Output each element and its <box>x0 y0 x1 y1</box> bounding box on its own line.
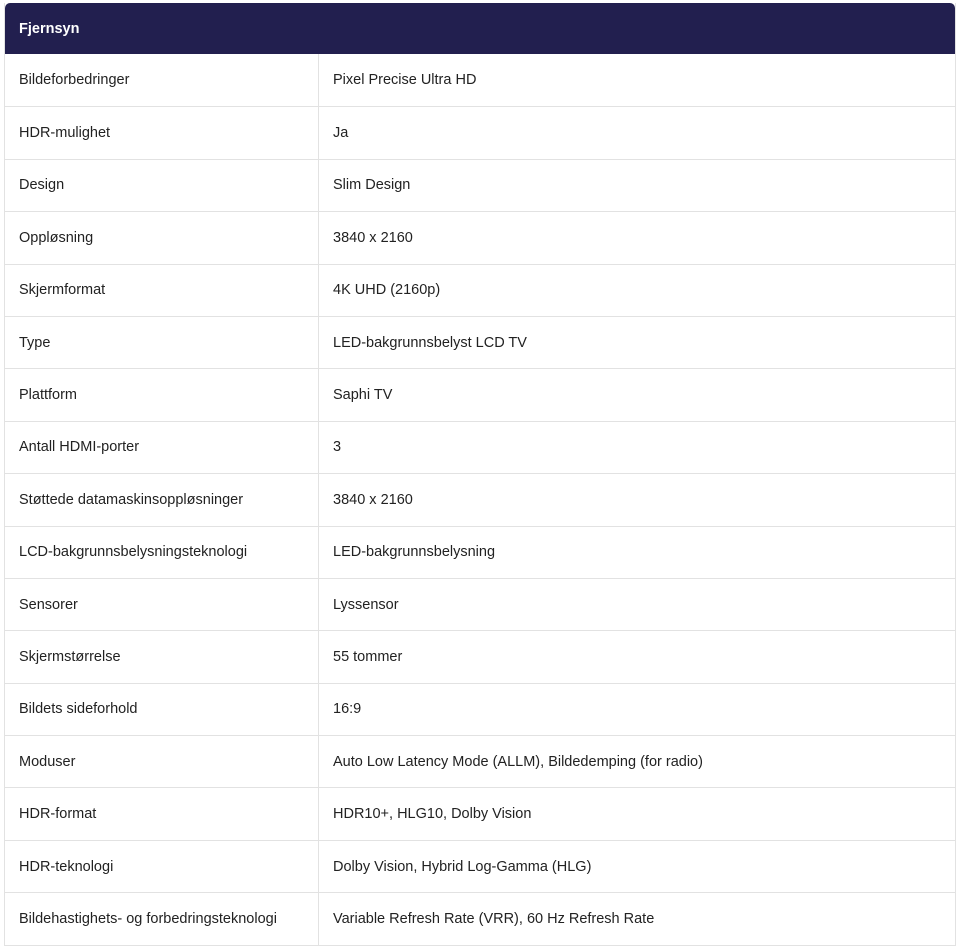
spec-label: HDR-format <box>5 788 319 839</box>
spec-value: 3 <box>333 439 342 456</box>
table-row <box>5 368 955 420</box>
spec-value: 4K UHD (2160p) <box>333 282 441 299</box>
table-row <box>5 683 955 735</box>
spec-label: Type <box>5 317 319 368</box>
spec-label: Sensorer <box>5 579 319 630</box>
spec-label: Plattform <box>5 369 319 420</box>
table-row <box>5 264 955 316</box>
spec-value: 3840 x 2160 <box>333 229 413 246</box>
spec-value: 55 tommer <box>333 648 403 665</box>
spec-label: Moduser <box>5 736 319 787</box>
spec-label: Skjermstørrelse <box>5 631 319 682</box>
table-row <box>5 526 955 578</box>
spec-label: Bildehastighets- og forbedringsteknologi <box>5 893 319 944</box>
spec-value: 16:9 <box>333 701 362 718</box>
spec-label: Oppløsning <box>5 212 319 263</box>
spec-value: Dolby Vision, Hybrid Log-Gamma (HLG) <box>333 858 592 875</box>
spec-label: Antall HDMI-porter <box>5 422 319 473</box>
spec-label: Bildeforbedringer <box>5 54 319 106</box>
table-row <box>5 421 955 473</box>
table-row <box>5 630 955 682</box>
spec-value: Auto Low Latency Mode (ALLM), Bildedemping (for radio) <box>333 753 703 770</box>
table-row <box>5 159 955 211</box>
spec-value: LED-bakgrunnsbelyst LCD TV <box>333 334 527 351</box>
table-row <box>5 892 955 944</box>
table-row <box>5 840 955 892</box>
spec-label: Støttede datamaskinsoppløsninger <box>5 474 319 525</box>
table-row <box>5 735 955 787</box>
spec-value: HDR10+, HLG10, Dolby Vision <box>333 806 532 823</box>
spec-value: Ja <box>333 125 349 142</box>
spec-value: 3840 x 2160 <box>333 491 413 508</box>
spec-value: Saphi TV <box>333 387 393 404</box>
table-row <box>5 473 955 525</box>
spec-value: Variable Refresh Rate (VRR), 60 Hz Refresh Rate <box>333 910 655 927</box>
spec-label: HDR-mulighet <box>5 107 319 158</box>
spec-table-header: Fjernsyn <box>5 3 955 54</box>
spec-label: LCD-bakgrunnsbelysningsteknologi <box>5 527 319 578</box>
spec-value: LED-bakgrunnsbelysning <box>333 544 496 561</box>
table-row <box>5 54 955 106</box>
table-row <box>5 578 955 630</box>
spec-value: Slim Design <box>333 177 411 194</box>
spec-label: Bildets sideforhold <box>5 684 319 735</box>
spec-value: Lyssensor <box>333 596 399 613</box>
spec-label: HDR-teknologi <box>5 841 319 892</box>
spec-value: Pixel Precise Ultra HD <box>333 72 477 89</box>
spec-table <box>4 3 956 946</box>
table-row <box>5 316 955 368</box>
spec-label: Design <box>5 160 319 211</box>
table-row <box>5 787 955 839</box>
spec-rows <box>5 54 955 945</box>
table-row <box>5 106 955 158</box>
spec-label: Skjermformat <box>5 265 319 316</box>
table-row <box>5 211 955 263</box>
